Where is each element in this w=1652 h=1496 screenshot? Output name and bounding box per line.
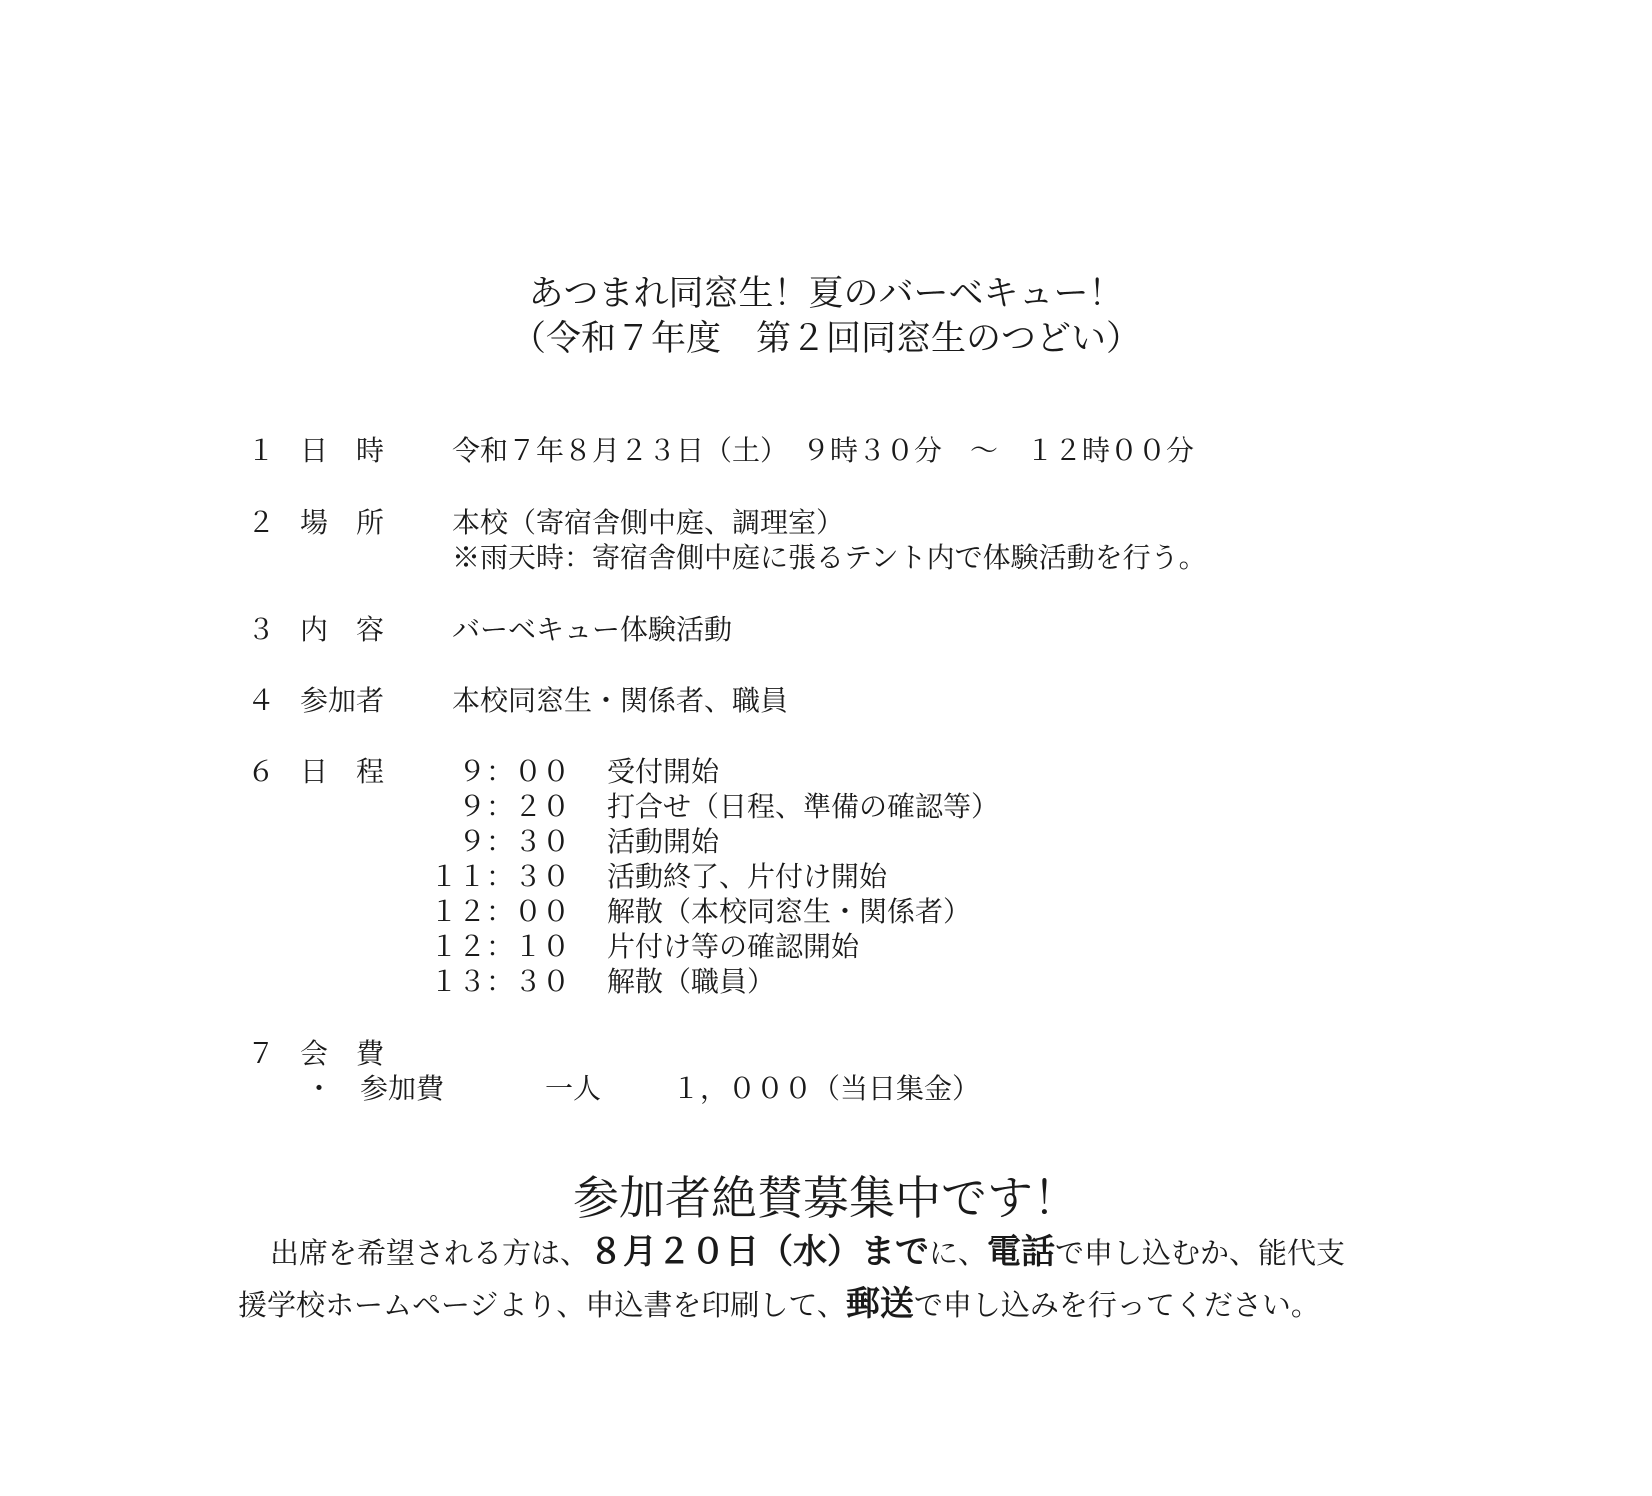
item-number: ６ bbox=[247, 755, 276, 788]
fee-per: 一人 bbox=[545, 1072, 602, 1105]
schedule-time: ９：３０ bbox=[457, 825, 570, 858]
item-label: 日 時 bbox=[300, 434, 385, 467]
para-text: 出席を希望される方は、 bbox=[270, 1236, 590, 1270]
item-label: 場 所 bbox=[300, 506, 385, 539]
fee-amount: １，０００（当日集金） bbox=[672, 1072, 981, 1105]
event-title: あつまれ同窓生！夏のバーベキュー！ bbox=[528, 274, 1124, 314]
item-label: 会 費 bbox=[300, 1037, 385, 1070]
schedule-desc: 打合せ（日程、準備の確認等） bbox=[607, 790, 1000, 823]
schedule-desc: 受付開始 bbox=[607, 755, 720, 788]
item-label: 内 容 bbox=[300, 613, 385, 646]
schedule-desc: 解散（本校同窓生・関係者） bbox=[607, 895, 972, 928]
recruit-headline: 参加者絶賛募集中です！ bbox=[573, 1171, 1079, 1225]
schedule-desc: 片付け等の確認開始 bbox=[607, 930, 860, 963]
item-number: ２ bbox=[247, 506, 276, 539]
schedule-time: １２：１０ bbox=[429, 930, 570, 963]
item-number: １ bbox=[247, 434, 276, 467]
phone-text: 電話 bbox=[987, 1232, 1056, 1272]
item-value: バーベキュー体験活動 bbox=[452, 613, 733, 646]
fee-bullet: ・ bbox=[305, 1072, 334, 1105]
deadline-text: ８月２０日（水）まで bbox=[589, 1232, 930, 1272]
mail-text: 郵送 bbox=[845, 1284, 914, 1324]
item-label: 参加者 bbox=[300, 684, 385, 717]
schedule-time: ９：００ bbox=[457, 755, 570, 788]
paragraph-line-2 bbox=[238, 1282, 1320, 1327]
schedule-time: １３：３０ bbox=[429, 965, 570, 998]
item-value: 本校（寄宿舎側中庭、調理室） bbox=[452, 506, 845, 539]
item-label: 日 程 bbox=[300, 755, 385, 788]
item-value: 令和７年８月２３日（土） ９時３０分 ～ １２時００分 bbox=[452, 434, 1195, 467]
title-block bbox=[0, 272, 1652, 362]
schedule-desc: 活動終了、片付け開始 bbox=[607, 860, 888, 893]
fee-item: 参加費 bbox=[360, 1072, 445, 1105]
schedule-desc: 解散（職員） bbox=[607, 965, 776, 998]
paragraph-line-1 bbox=[270, 1230, 1345, 1275]
rain-note: ※雨天時：寄宿舎側中庭に張るテント内で体験活動を行う。 bbox=[452, 541, 1207, 574]
item-number: ７ bbox=[247, 1037, 276, 1070]
item-number: ４ bbox=[247, 684, 276, 717]
event-subtitle: （令和７年度 第２回同窓生のつどい） bbox=[510, 319, 1141, 359]
para-text: に、 bbox=[929, 1236, 988, 1270]
schedule-desc: 活動開始 bbox=[607, 825, 720, 858]
item-value: 本校同窓生・関係者、職員 bbox=[452, 684, 789, 717]
schedule-time: １１：３０ bbox=[429, 860, 570, 893]
para-text: で申し込むか、能代支 bbox=[1055, 1236, 1346, 1270]
para-text: 援学校ホームページより、申込書を印刷して、 bbox=[238, 1288, 846, 1322]
para-text: で申し込みを行ってください。 bbox=[913, 1288, 1320, 1322]
schedule-time: ９：２０ bbox=[457, 790, 570, 823]
item-number: ３ bbox=[247, 613, 276, 646]
schedule-time: １２：００ bbox=[429, 895, 570, 928]
